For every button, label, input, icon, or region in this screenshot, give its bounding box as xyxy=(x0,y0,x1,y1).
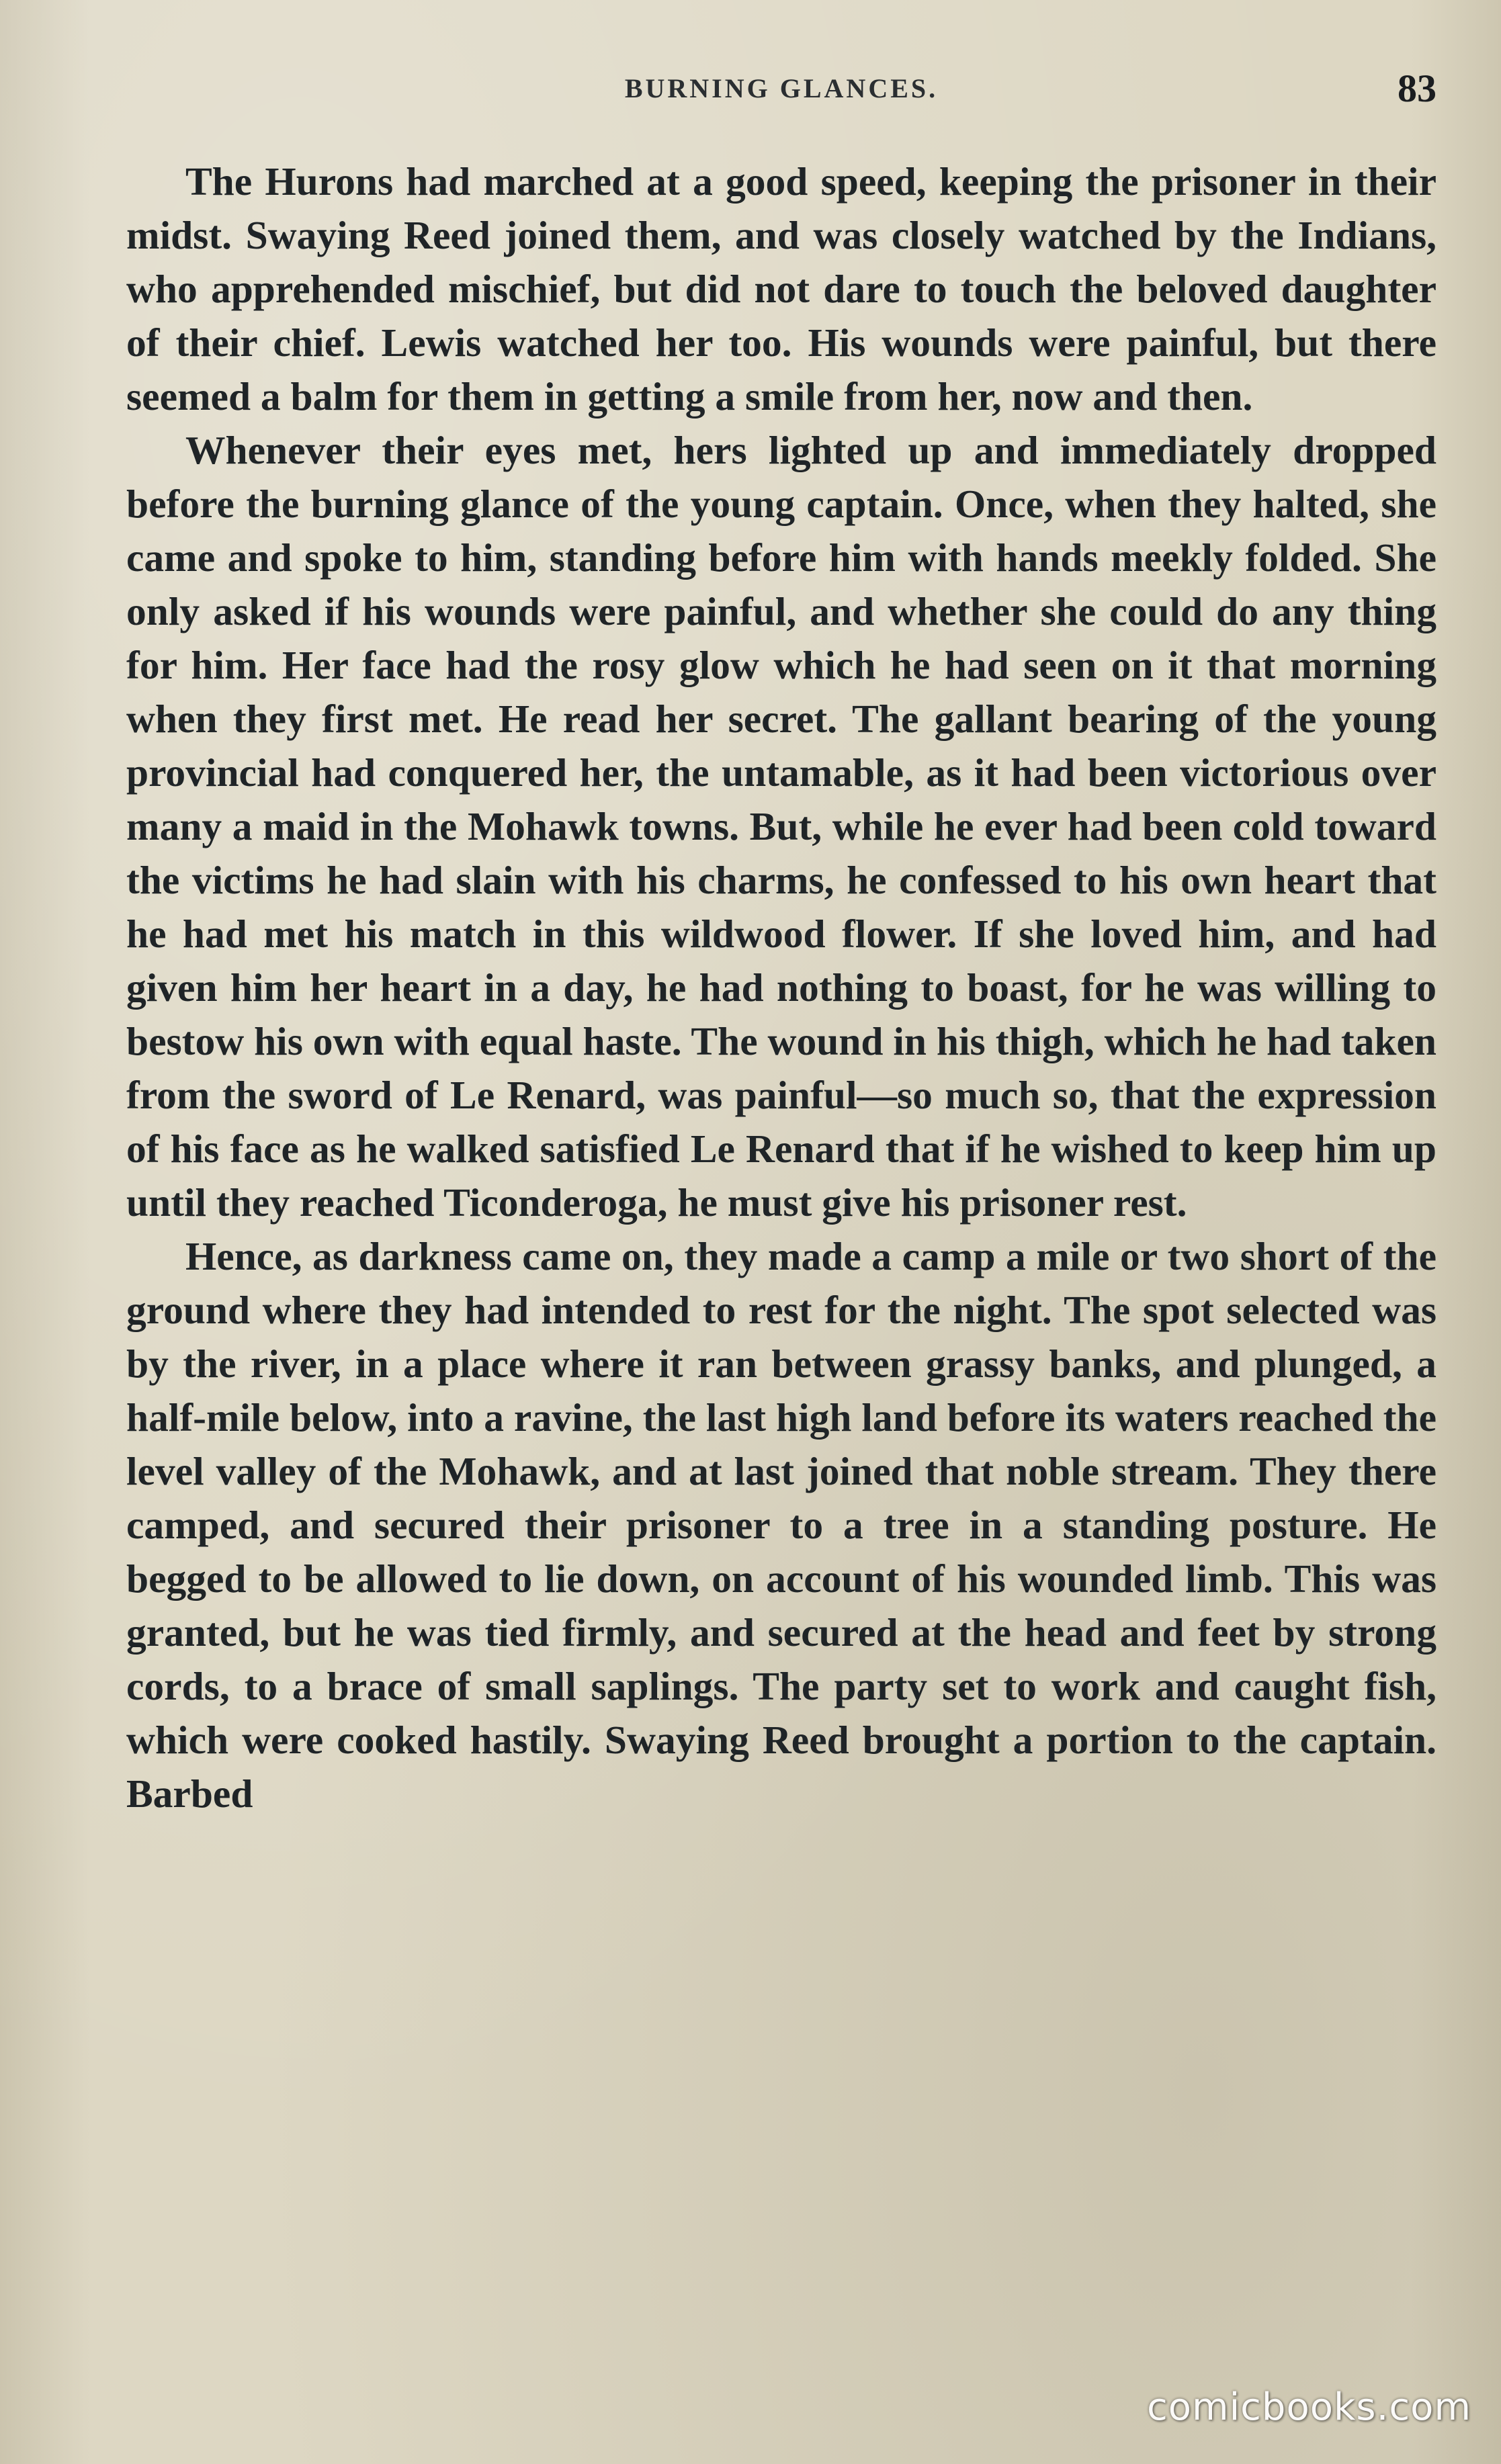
running-head: BURNING GLANCES. xyxy=(624,73,939,103)
site-watermark: comicbooks.com xyxy=(1146,2385,1471,2429)
page-header xyxy=(126,67,1436,126)
paragraph-2: Whenever their eyes met, hers lighted up and immediately dropped before the burning glance of the young captain. Once, when they halted, she came and spoke to him, standing before him with hands meekly folded. She only asked if his wounds were painful, and whether she could do any thing for him. Her face had the rosy glow which he had seen on it that morning when they first met. He read her secret. The gallant bearing of the young provincial had conquered her, the untamable, as it had been victorious over many a maid in the Mohawk towns. But, while he ever had been cold toward the victims he had slain with his charms, he confessed to his own heart that he had met his match in this wildwood flower. If she loved him, and had given him her heart in a day, he had nothing to boast, for he was willing to bestow his own with equal haste. The wound in his thigh, which he had taken from the sword of Le Renard, was painful—so much so, that the expression of his face as he walked satisfied Le Renard that if he wished to keep him up until they reached Ticonderoga, he must give his prisoner rest. xyxy=(126,428,1436,1225)
body-text xyxy=(126,155,1436,1820)
paragraph-3: Hence, as darkness came on, they made a camp a mile or two short of the ground where they had intended to rest for the night. The spot selected was by the river, in a place where it ran between grassy banks, and plunged, a half-mile below, into a ravine, the last high land before its waters reached the level valley of the Mohawk, and at last joined that noble stream. They there camped, and secured their prisoner to a tree in a standing posture. He begged to be allowed to lie down, on account of his wounded limb. This was granted, but he was tied firmly, and secured at the head and feet by strong cords, to a brace of small saplings. The party set to work and caught fish, which were cooked hastily. Swaying Reed brought a portion to the captain. Barbed xyxy=(126,1234,1436,1816)
paragraph-1: The Hurons had marched at a good speed, keeping the prisoner in their midst. Swaying Reed joined them, and was closely watched by the Indians, who apprehended mischief, but did not dare to touch the beloved daughter of their chief. Lewis watched her too. His wounds were painful, but there seemed a balm for them in getting a smile from her, now and then. xyxy=(126,159,1436,419)
page-number: 83 xyxy=(1398,67,1436,110)
